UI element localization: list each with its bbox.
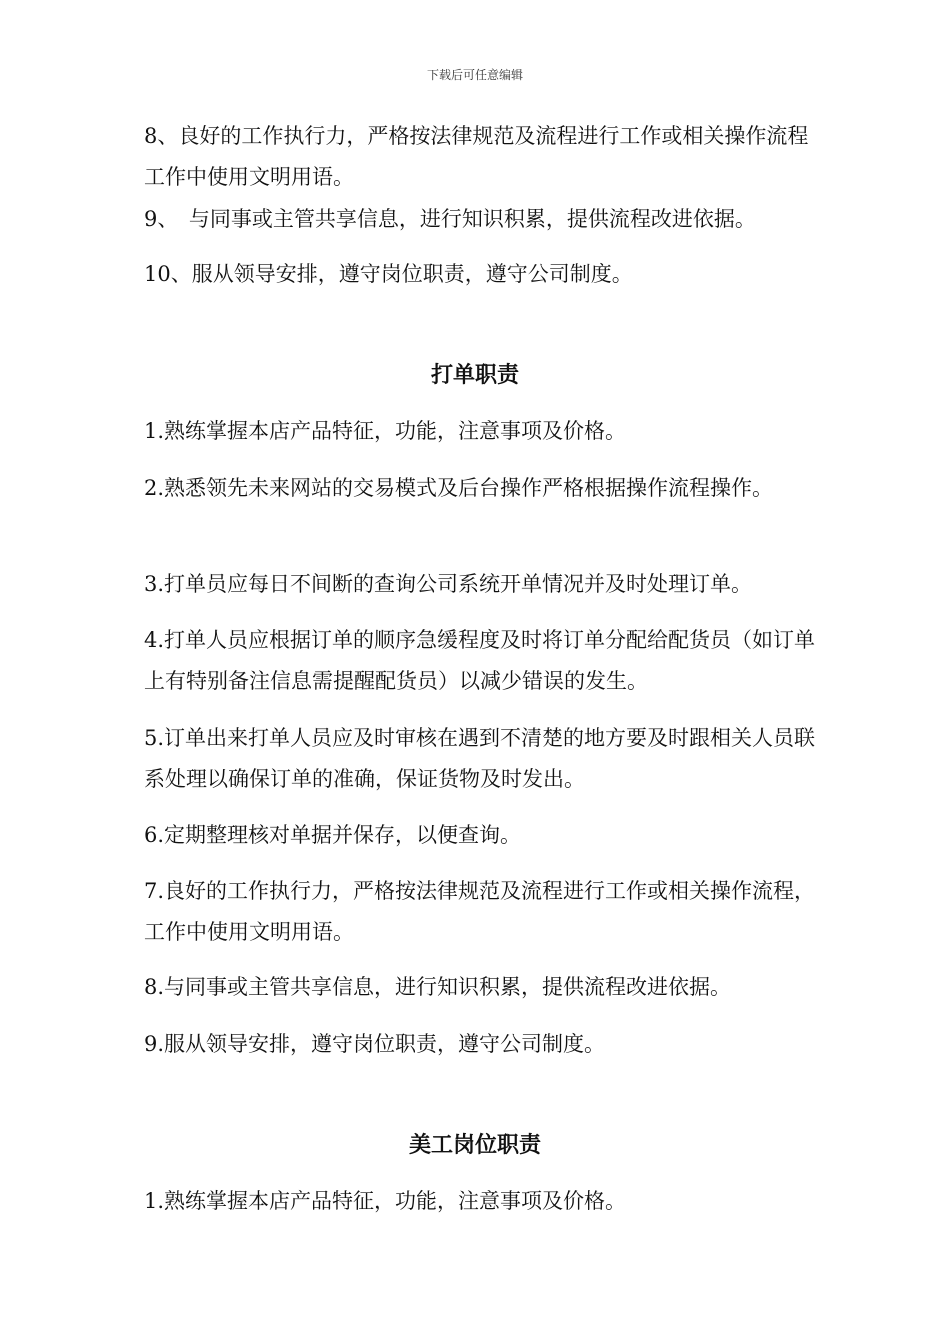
- section-title-art: 美工岗位职责: [408, 1133, 541, 1158]
- list-item: 1.熟练掌握本店产品特征，功能，注意事项及价格。: [144, 419, 627, 443]
- header-note: 下载后可任意编辑: [426, 68, 523, 82]
- list-item: 10、服从领导安排，遵守岗位职责，遵守公司制度。: [144, 262, 633, 286]
- list-item: 8、良好的工作执行力，严格按法律规范及流程进行工作或相关操作流程工作中使用文明用语。: [144, 124, 809, 189]
- list-item: 2.熟悉领先未来网站的交易模式及后台操作严格根据操作流程操作。: [144, 476, 774, 500]
- list-item: 3.打单员应每日不间断的查询公司系统开单情况并及时处理订单。: [144, 572, 753, 596]
- list-item: 9.服从领导安排，遵守岗位职责，遵守公司制度。: [144, 1032, 606, 1056]
- list-item: 1.熟练掌握本店产品特征，功能，注意事项及价格。: [144, 1189, 627, 1213]
- list-item: 4.打单人员应根据订单的顺序急缓程度及时将订单分配给配货员（如订单上有特别备注信息需提醒配货员）以减少错误的发生。: [144, 628, 816, 693]
- list-item: 7.良好的工作执行力，严格按法律规范及流程进行工作或相关操作流程，工作中使用文明用语。: [144, 879, 816, 944]
- list-item: 5.订单出来打单人员应及时审核在遇到不清楚的地方要及时跟相关人员联系处理以确保订单的准确，保证货物及时发出。: [144, 726, 816, 791]
- list-item: 9、 与同事或主管共享信息，进行知识积累，提供流程改进依据。: [144, 207, 756, 231]
- list-item: 8.与同事或主管共享信息，进行知识积累，提供流程改进依据。: [144, 975, 732, 999]
- section-title-order: 打单职责: [430, 363, 519, 388]
- list-item: 6.定期整理核对单据并保存，以便查询。: [144, 823, 522, 847]
